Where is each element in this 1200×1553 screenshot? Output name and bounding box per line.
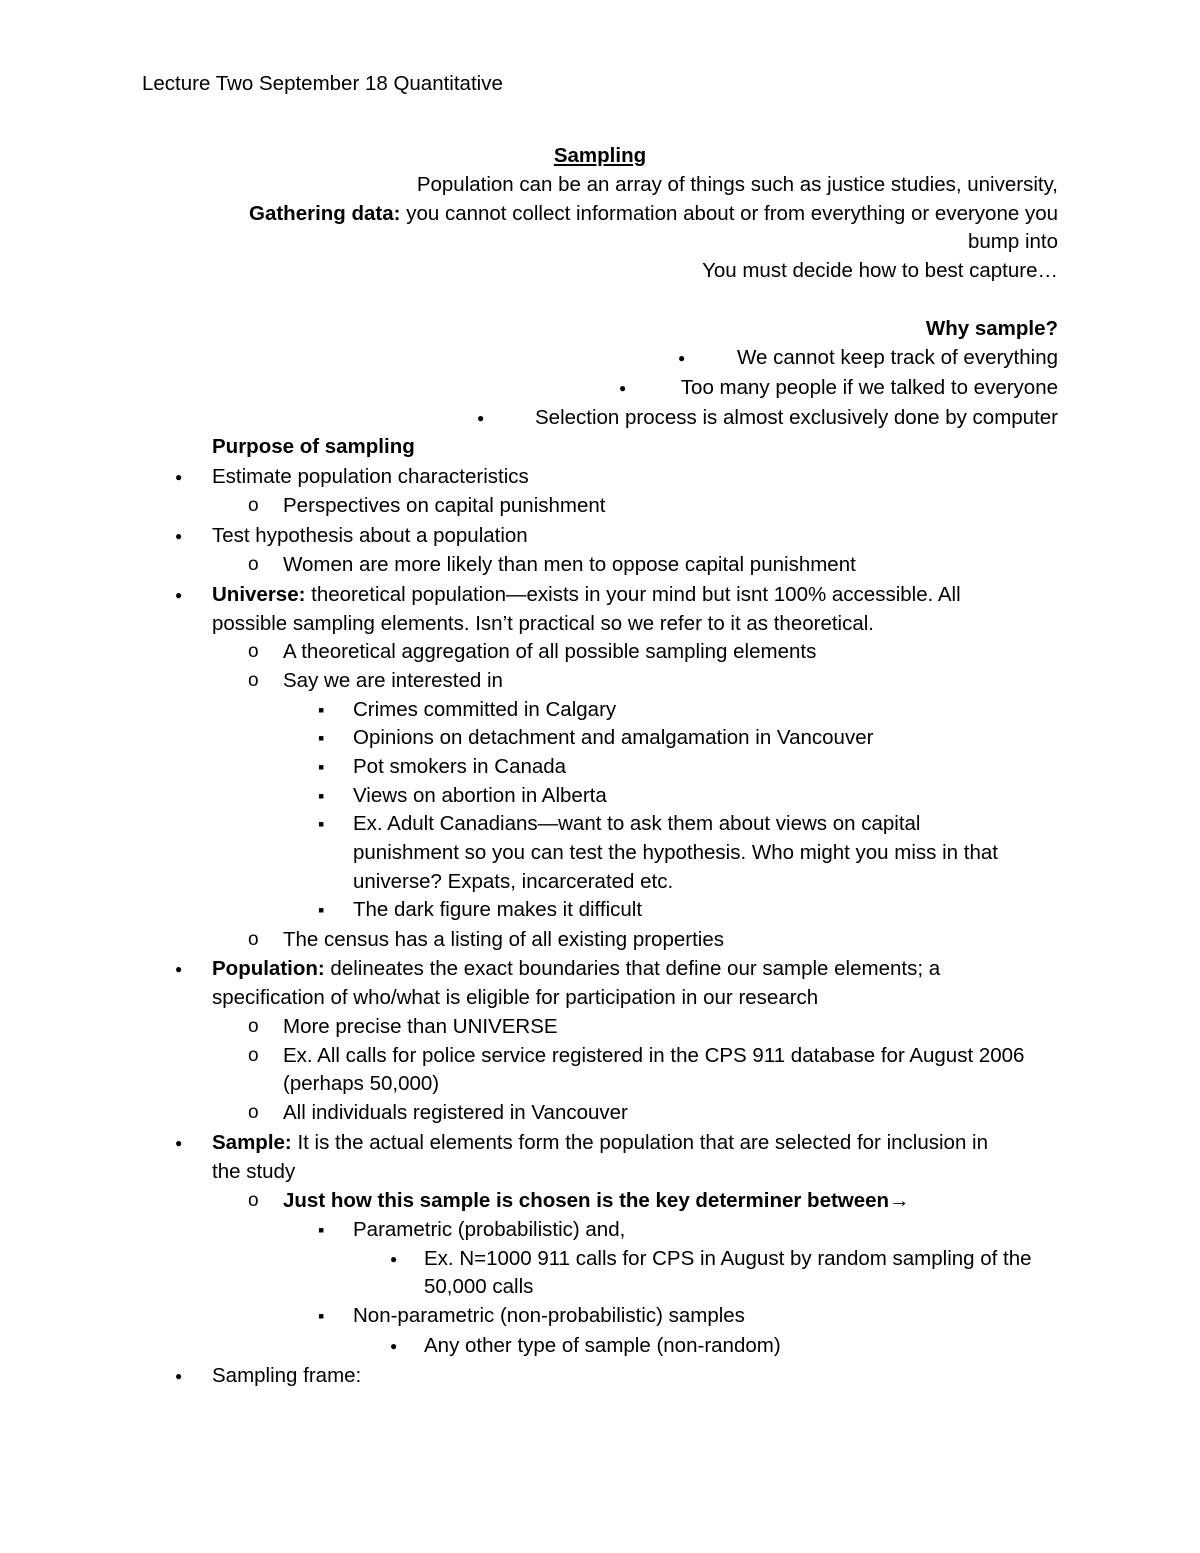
list-item: All individuals registered in Vancouver [283, 1101, 628, 1124]
bullet-disc [678, 344, 685, 372]
gathering-label: Gathering data: [249, 202, 401, 225]
list-item: Opinions on detachment and amalgamation in Vancouver [353, 726, 874, 749]
bullet-disc [175, 522, 182, 550]
population-def-cont: specification of who/what is eligible for participation in our research [212, 986, 819, 1009]
bullet-disc [619, 374, 626, 402]
bullet-square [318, 724, 324, 754]
capture-line: You must decide how to best capture… [702, 259, 1058, 282]
list-item: Estimate population characteristics [212, 465, 529, 488]
why-item: Selection process is almost exclusively done by computer [535, 406, 1058, 429]
universe-line [212, 581, 961, 609]
bullet-square [318, 1216, 324, 1246]
population-line: Population can be an array of things such as justice studies, university, [416, 173, 1058, 196]
bullet-disc [175, 463, 182, 491]
universe-label: Universe: [212, 583, 306, 606]
list-item: Pot smokers in Canada [353, 755, 567, 778]
bullet-circle [248, 1187, 259, 1216]
list-item-cont: 50,000 calls [424, 1275, 534, 1298]
sample-def-cont: the study [212, 1160, 296, 1183]
universe-line-cont: possible sampling elements. Isn’t practical so we refer to it as theoretical. [212, 612, 874, 635]
bullet-square [318, 696, 324, 726]
why-item: Too many people if we talked to everyone [680, 376, 1058, 399]
list-item: Parametric (probabilistic) and, [353, 1218, 626, 1241]
gathering-text: you cannot collect information about or from everything or everyone you [400, 202, 1058, 225]
purpose-heading: Purpose of sampling [212, 435, 415, 458]
bullet-disc [390, 1332, 397, 1360]
population-label: Population: [212, 957, 325, 980]
sample-def-line [212, 1129, 988, 1157]
sample-label: Sample: [212, 1131, 292, 1154]
bullet-square [318, 1302, 324, 1332]
bullet-square [318, 810, 324, 840]
list-item: Any other type of sample (non-random) [424, 1334, 781, 1357]
list-item: Views on abortion in Alberta [353, 784, 607, 807]
gathering-line-cont: bump into [967, 230, 1058, 253]
universe-text: theoretical population—exists in your mind but isnt 100% accessible. All [305, 583, 961, 606]
section-heading: Sampling [553, 144, 647, 167]
list-item-cont: (perhaps 50,000) [283, 1072, 440, 1095]
why-item: We cannot keep track of everything [737, 346, 1058, 369]
sample-text: It is the actual elements form the population that are selected for inclusion in [291, 1131, 988, 1154]
page-title: Lecture Two September 18 Quantitative [142, 72, 503, 95]
list-item: Just how this sample is chosen is the key determiner between→ [283, 1189, 910, 1212]
bullet-square [318, 896, 324, 926]
bullet-circle [248, 926, 259, 955]
list-item: Sampling frame: [212, 1364, 362, 1387]
list-item: Women are more likely than men to oppose capital punishment [283, 553, 856, 576]
bullet-circle [248, 638, 259, 667]
bullet-circle [248, 1042, 259, 1071]
bullet-circle [248, 492, 259, 521]
bullet-disc [477, 404, 484, 432]
bullet-square [318, 753, 324, 783]
list-item: Test hypothesis about a population [212, 524, 528, 547]
bullet-disc [175, 955, 182, 983]
list-item: The census has a listing of all existing properties [283, 928, 724, 951]
list-item: Ex. N=1000 911 calls for CPS in August by random sampling of the [424, 1247, 1032, 1270]
list-item: Ex. Adult Canadians—want to ask them about views on capital [353, 812, 921, 835]
population-def-line [212, 955, 940, 983]
list-item-cont: universe? Expats, incarcerated etc. [353, 870, 674, 893]
population-text: delineates the exact boundaries that define our sample elements; a [324, 957, 941, 980]
list-item: More precise than UNIVERSE [283, 1015, 558, 1038]
list-item: Non-parametric (non-probabilistic) samples [353, 1304, 745, 1327]
bullet-disc [175, 581, 182, 609]
bullet-disc [175, 1129, 182, 1157]
list-item: Perspectives on capital punishment [283, 494, 606, 517]
bullet-circle [248, 1013, 259, 1042]
list-item: The dark figure makes it difficult [353, 898, 643, 921]
list-item-cont: punishment so you can test the hypothesis. Who might you miss in that [353, 841, 998, 864]
bullet-circle [248, 667, 259, 696]
list-item: A theoretical aggregation of all possible sampling elements [283, 640, 817, 663]
bullet-circle [248, 551, 259, 580]
gathering-line [249, 200, 1058, 228]
why-sample-heading: Why sample? [925, 317, 1058, 340]
bullet-square [318, 782, 324, 812]
bullet-circle [248, 1099, 259, 1128]
bullet-disc [175, 1362, 182, 1390]
list-item: Say we are interested in [283, 669, 503, 692]
bullet-disc [390, 1245, 397, 1273]
list-item: Crimes committed in Calgary [353, 698, 617, 721]
list-item: Ex. All calls for police service registered in the CPS 911 database for August 2006 [283, 1044, 1025, 1067]
